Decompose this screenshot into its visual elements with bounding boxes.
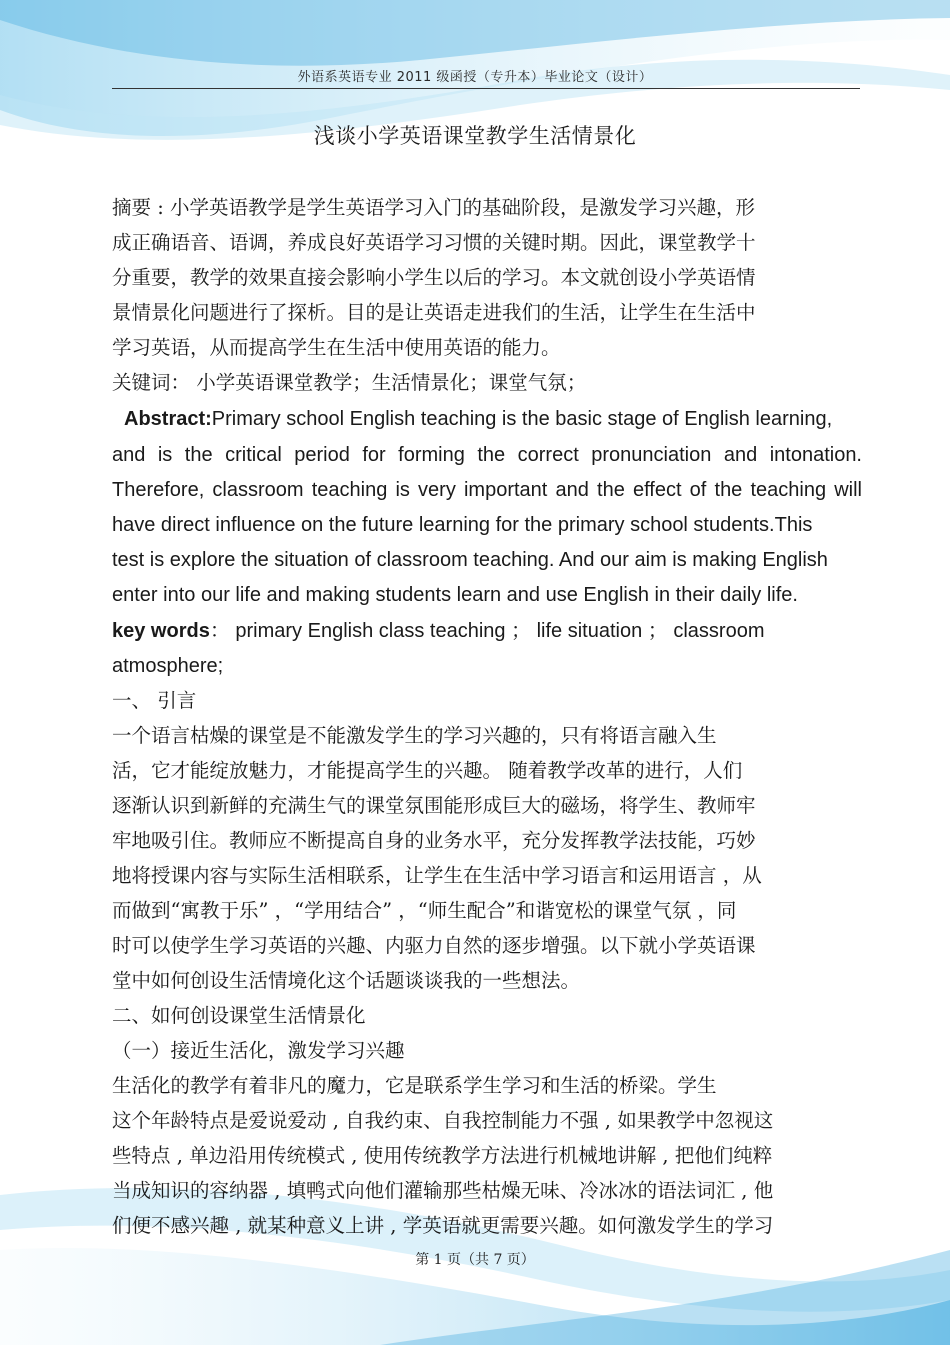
abstract-cn-line: 学习英语，从而提高学生在生活中使用英语的能力。	[112, 336, 561, 359]
body-line: 活，它才能绽放魅力，才能提高学生的兴趣。 随着教学改革的进行，人们	[112, 759, 743, 782]
header-rule	[112, 88, 860, 89]
abstract-en-first-line	[124, 407, 862, 431]
abstract-cn-line: 分重要，教学的效果直接会影响小学生以后的学习。本文就创设小学英语情	[112, 266, 756, 289]
body-line: 时可以使学生学习英语的兴趣、内驱力自然的逐步增强。以下就小学英语课	[112, 934, 756, 957]
abstract-en-line: Therefore, classroom teaching is very important and the effect of the teaching will	[112, 479, 862, 501]
page-title: 浅谈小学英语课堂教学生活情景化	[313, 124, 637, 148]
body-line: 地将授课内容与实际生活相联系，让学生在生活中学习语言和运用语言 ，从	[112, 864, 762, 887]
body-line: 堂中如何创设生活情境化这个话题谈谈我的一些想法。	[112, 969, 581, 992]
body-line: 当成知识的容纳器 , 填鸭式向他们灌输那些枯燥无味、冷冰冰的语法词汇 , 他	[112, 1179, 774, 1202]
body-line: 们便不感兴趣 , 就某种意义上讲 , 学英语就更需要兴趣。如何激发学生的学习	[112, 1214, 774, 1237]
abstract-en-line: enter into our life and making students learn and use English in their daily life.	[112, 584, 798, 606]
abstract-cn-line: 摘要 : 小学英语教学是学生英语学习入门的基础阶段，是激发学习兴趣，形	[112, 196, 755, 219]
keywords-cn: 关键词： 小学英语课堂教学；生活情景化；课堂气氛；	[112, 371, 587, 394]
body-line: 些特点 , 单边沿用传统模式 , 使用传统教学方法进行机械地讲解 , 把他们纯粹	[112, 1144, 773, 1167]
section-heading: 一、 引言	[112, 689, 197, 712]
body-line: 逐渐认识到新鲜的充满生气的课堂氛围能形成巨大的磁场，将学生、教师牢	[112, 794, 756, 817]
body-line: 这个年龄特点是爱说爱动 , 自我约束、自我控制能力不强 , 如果教学中忽视这	[112, 1109, 774, 1132]
section-heading: 二、如何创设课堂生活情景化	[112, 1004, 366, 1027]
abstract-cn-line: 景情景化问题进行了探析。目的是让英语走进我们的生活，让学生在生活中	[112, 301, 756, 324]
page-footer: 第 1 页（共 7 页）	[415, 1252, 535, 1268]
keywords-en-cont: atmosphere;	[112, 655, 224, 677]
body-line: 牢地吸引住。教师应不断提高自身的业务水平，充分发挥教学法技能，巧妙	[112, 829, 756, 852]
running-header: 外语系英语专业 2011 级函授（专升本）毕业论文（设计）	[297, 70, 653, 85]
abstract-en-label: Abstract:	[124, 408, 212, 430]
abstract-en-line: test is explore the situation of classroom teaching. And our aim is making English	[112, 549, 828, 571]
abstract-en-line: and is the critical period for forming the correct pronunciation and intonation.	[112, 444, 862, 466]
abstract-cn-line: 成正确语音、语调，养成良好英语学习习惯的关键时期。因此，课堂教学十	[112, 231, 756, 254]
subsection-heading: （一）接近生活化，激发学习兴趣	[112, 1039, 405, 1062]
body-line: 生活化的教学有着非凡的魔力，它是联系学生学习和生活的桥梁。学生	[112, 1074, 717, 1097]
body-line: 而做到“寓教于乐” ，“学用结合” ，“师生配合”和谐宽松的课堂气氛 ，同	[112, 899, 737, 922]
abstract-en-text: Primary school English teaching is the basic stage of English learning,	[211, 408, 833, 430]
body-line: 一个语言枯燥的课堂是不能激发学生的学习兴趣的，只有将语言融入生	[112, 724, 717, 747]
abstract-en-line: have direct influence on the future learning for the primary school students.This	[112, 514, 813, 536]
keywords-en-text: ： primary English class teaching ； life situation ； classroom	[209, 620, 765, 642]
keywords-en	[112, 619, 862, 643]
keywords-en-label: key words	[112, 620, 210, 642]
